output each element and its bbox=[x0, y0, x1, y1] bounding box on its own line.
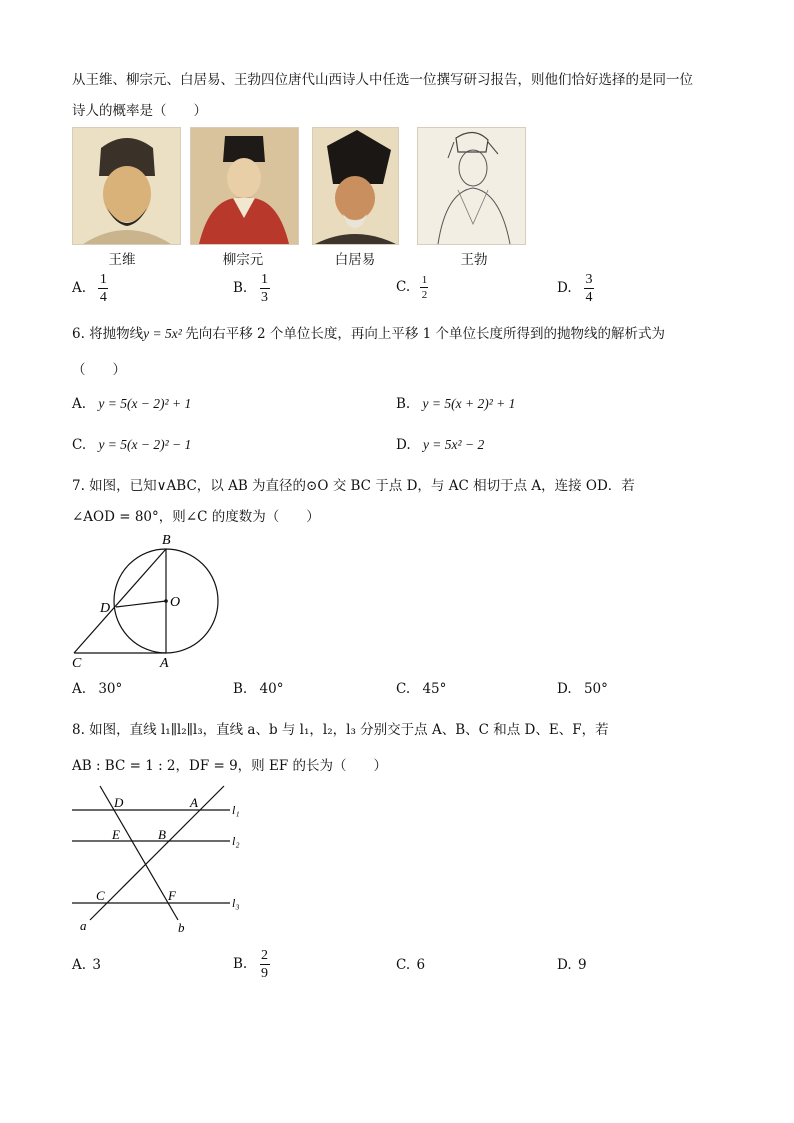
q6-option-a[interactable] bbox=[72, 396, 191, 412]
fraction bbox=[260, 948, 270, 981]
option-text: y = 5(x − 2)² − 1 bbox=[98, 437, 192, 452]
label-a: A bbox=[190, 795, 198, 810]
option-letter: A. bbox=[72, 957, 87, 973]
label-e: E bbox=[112, 827, 120, 842]
option-letter: B. bbox=[233, 956, 248, 972]
option-letter: B. bbox=[233, 681, 248, 697]
q8-stem-line1: 8. 如图，直线 l₁∥l₂∥l₃，直线 a、b 与 l₁，l₂，l₃ 分别交于点 A、B、C 和点 D、E、F，若 bbox=[72, 722, 609, 738]
label-l3: l₃ bbox=[232, 896, 240, 910]
denominator: 4 bbox=[99, 290, 107, 305]
label-c: C bbox=[72, 656, 82, 670]
q7-option-a[interactable] bbox=[72, 681, 122, 697]
portrait-liu-zongyuan bbox=[190, 127, 299, 245]
caption-wang-wei: 王维 bbox=[108, 252, 136, 268]
fraction bbox=[584, 272, 594, 305]
q5-stem-line2: 诗人的概率是（ ） bbox=[72, 103, 207, 119]
q6-option-b[interactable] bbox=[396, 396, 515, 412]
label-line-a: a bbox=[80, 918, 87, 933]
label-b: B bbox=[162, 533, 171, 548]
q5-option-b[interactable] bbox=[233, 272, 270, 305]
portrait-wang-wei bbox=[72, 127, 181, 245]
q8-option-b[interactable] bbox=[233, 948, 270, 981]
numerator: 1 bbox=[421, 274, 428, 286]
q8-stem-line2: AB : BC = 1 : 2，DF = 9，则 EF 的长为（ ） bbox=[72, 758, 387, 774]
q5-option-d[interactable] bbox=[557, 272, 594, 305]
q8-option-a[interactable] bbox=[72, 957, 101, 973]
option-text: 6 bbox=[416, 957, 426, 973]
option-text: 30° bbox=[98, 681, 123, 697]
option-letter: D. bbox=[557, 957, 572, 973]
q5-stem-line1: 从王维、柳宗元、白居易、王勃四位唐代山西诗人中任选一位撰写研习报告，则他们恰好选择的是同一位 bbox=[72, 72, 693, 88]
q6-stem-suffix: 先向右平移 2 个单位长度，再向上平移 1 个单位长度所得到的抛物线的解析式为 bbox=[185, 326, 666, 342]
label-l2: l₂ bbox=[232, 834, 240, 848]
option-letter: A. bbox=[72, 681, 87, 697]
numerator: 2 bbox=[261, 948, 269, 963]
label-f: F bbox=[168, 888, 176, 903]
numerator: 1 bbox=[99, 272, 107, 287]
denominator: 3 bbox=[261, 290, 269, 305]
q6-option-d[interactable] bbox=[396, 437, 484, 453]
option-letter: A. bbox=[72, 396, 87, 412]
label-d: D bbox=[100, 601, 111, 616]
label-a: A bbox=[160, 656, 169, 670]
option-letter: C. bbox=[396, 957, 411, 973]
fraction bbox=[98, 272, 108, 305]
denominator: 9 bbox=[261, 966, 269, 981]
line-a bbox=[90, 786, 224, 920]
label-c: C bbox=[96, 888, 105, 903]
q6-option-c[interactable] bbox=[72, 437, 191, 453]
option-text: y = 5(x − 2)² + 1 bbox=[98, 396, 192, 411]
denominator: 4 bbox=[585, 290, 593, 305]
q6-paren: （ ） bbox=[72, 362, 126, 378]
numerator: 1 bbox=[261, 272, 269, 287]
fraction bbox=[260, 272, 270, 305]
q7-stem-line1: 7. 如图，已知∨ABC，以 AB 为直径的⊙O 交 BC 于点 D，与 AC 相切于点 A，连接 OD．若 bbox=[72, 478, 635, 494]
option-text: 9 bbox=[577, 957, 587, 973]
portrait-bai-juyi bbox=[312, 127, 399, 245]
option-text: 40° bbox=[259, 681, 284, 697]
q8-option-d[interactable] bbox=[557, 957, 587, 973]
numerator: 3 bbox=[585, 272, 593, 287]
line-b bbox=[100, 786, 178, 920]
center-point bbox=[164, 599, 168, 603]
label-b: B bbox=[158, 827, 166, 842]
label-l1: l₁ bbox=[232, 803, 240, 817]
option-letter: D. bbox=[396, 437, 411, 453]
option-letter: C. bbox=[396, 681, 411, 697]
q7-option-d[interactable] bbox=[557, 681, 608, 697]
label-o: O bbox=[170, 595, 181, 610]
q5-option-c[interactable] bbox=[396, 274, 428, 301]
segment-cb bbox=[74, 549, 166, 653]
q7-circle-figure bbox=[66, 528, 236, 670]
option-letter: B. bbox=[233, 280, 248, 296]
label-d: D bbox=[114, 795, 124, 810]
portrait-wang-bo bbox=[417, 127, 526, 245]
option-letter: C. bbox=[72, 437, 87, 453]
q7-option-c[interactable] bbox=[396, 681, 446, 697]
q7-option-b[interactable] bbox=[233, 681, 283, 697]
option-letter: A. bbox=[72, 280, 87, 296]
q8-parallel-lines-figure bbox=[66, 782, 256, 936]
denominator: 2 bbox=[421, 289, 428, 301]
option-text: 45° bbox=[422, 681, 447, 697]
option-letter: D. bbox=[557, 280, 572, 296]
q6-stem-formula: y = 5x² bbox=[143, 326, 186, 341]
q6-stem-prefix: 6. 将抛物线 bbox=[72, 326, 144, 342]
caption-liu-zongyuan: 柳宗元 bbox=[222, 252, 264, 268]
caption-bai-juyi: 白居易 bbox=[334, 252, 376, 268]
q8-option-c[interactable] bbox=[396, 957, 425, 973]
label-line-b: b bbox=[178, 920, 185, 935]
option-letter: C. bbox=[396, 279, 411, 295]
q5-option-a[interactable] bbox=[72, 272, 108, 305]
q6-stem bbox=[72, 322, 665, 342]
segment-od bbox=[116, 601, 166, 607]
q7-stem-line2: ∠AOD = 80°，则∠C 的度数为（ ） bbox=[72, 509, 320, 525]
option-text: y = 5(x + 2)² + 1 bbox=[422, 396, 516, 411]
option-text: y = 5x² − 2 bbox=[422, 437, 485, 452]
option-text: 50° bbox=[583, 681, 608, 697]
option-text: 3 bbox=[92, 957, 101, 973]
caption-wang-bo: 王勃 bbox=[460, 252, 488, 268]
option-letter: B. bbox=[396, 396, 411, 412]
option-letter: D. bbox=[557, 681, 572, 697]
fraction bbox=[420, 274, 428, 301]
